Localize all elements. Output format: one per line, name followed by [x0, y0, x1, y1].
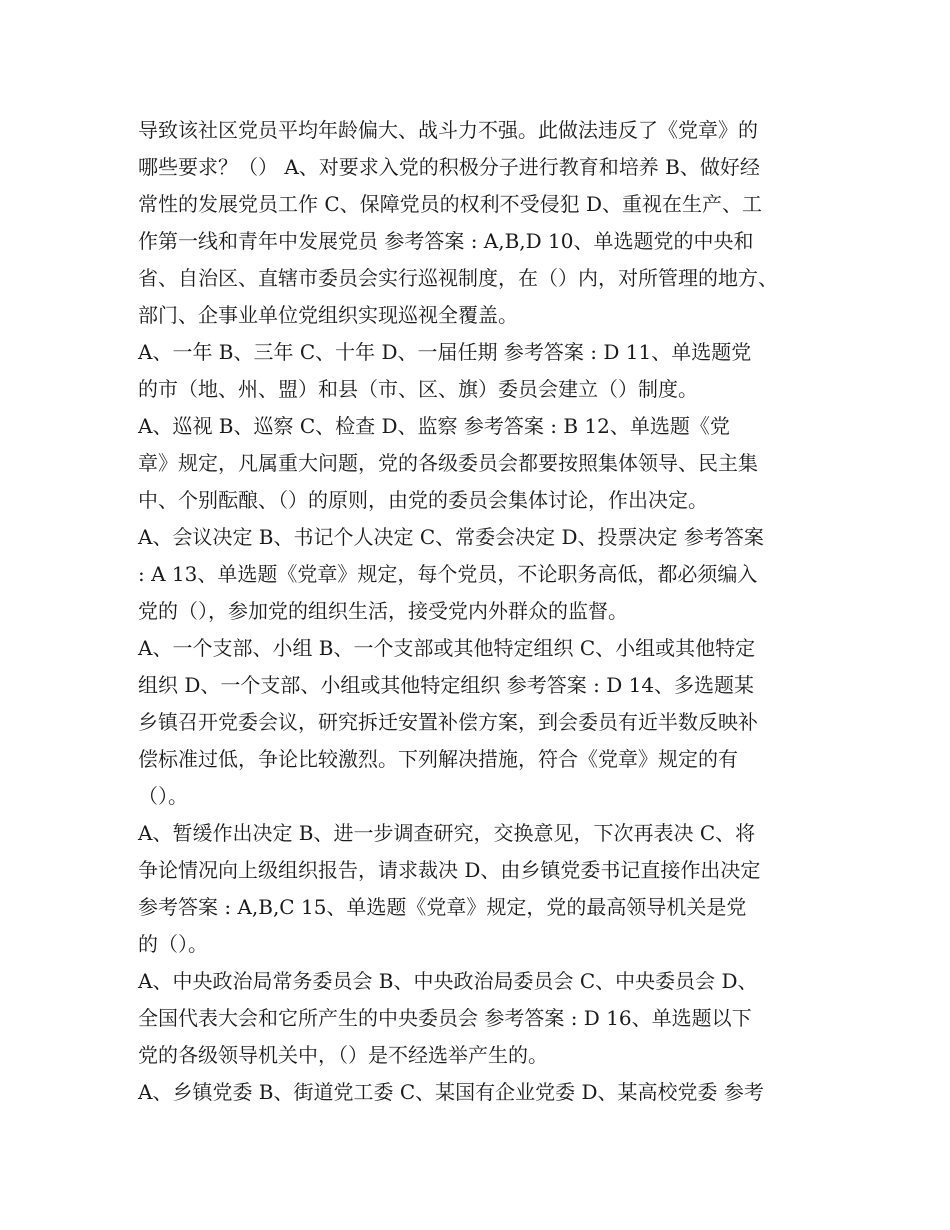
text-line: 常性的发展党员工作 C、保障党员的权利不受侵犯 D、重视在生产、工: [138, 192, 763, 216]
text-line: 部门、企事业单位党组织实现巡视全覆盖。: [138, 303, 518, 327]
text-line: A、一年 B、三年 C、十年 D、一届任期 参考答案 : D 11、单选题党: [138, 340, 752, 364]
text-line: 乡镇召开党委会议，研究拆迁安置补偿方案，到会委员有近半数反映补: [138, 710, 758, 734]
text-line: : A 13、单选题《党章》规定，每个党员，不论职务高低，都必须编入: [138, 562, 758, 586]
text-line: （）。: [138, 784, 188, 808]
text-line: 争论情况向上级组织报告，请求裁决 D、由乡镇党委书记直接作出决定: [138, 858, 761, 882]
text-line: A、一个支部、小组 B、一个支部或其他特定组织 C、小组或其他特定: [138, 636, 756, 660]
text-line: 的（）。: [138, 932, 208, 956]
text-line: 中、个别酝酿、（）的原则，由党的委员会集体讨论，作出决定。: [138, 488, 708, 512]
text-line: A、暂缓作出决定 B、进一步调查研究，交换意见，下次再表决 C、将: [138, 821, 756, 845]
text-line: 章》规定，凡属重大问题，党的各级委员会都要按照集体领导、民主集: [138, 451, 758, 475]
text-line: 的市（地、州、盟）和县（市、区、旗）委员会建立（）制度。: [138, 377, 698, 401]
text-line: 组织 D、一个支部、小组或其他特定组织 参考答案 : D 14、多选题某: [138, 673, 755, 697]
text-line: A、会议决定 B、书记个人决定 C、常委会决定 D、投票决定 参考答案: [138, 525, 764, 549]
text-line: 作第一线和青年中发展党员 参考答案 : A,B,D 10、单选题党的中央和: [138, 229, 754, 253]
text-line: 参考答案 : A,B,C 15、单选题《党章》规定，党的最高领导机关是党: [138, 895, 747, 919]
document-body: [138, 112, 838, 1111]
text-line: 偿标准过低，争论比较激烈。下列解决措施，符合《党章》规定的有: [138, 747, 738, 771]
text-line: 哪些要求？（） A、对要求入党的积极分子进行教育和培养 B、做好经: [138, 155, 760, 179]
text-line: A、巡视 B、巡察 C、检查 D、监察 参考答案 : B 12、单选题《党: [138, 414, 730, 438]
text-line: 省、自治区、直辖市委员会实行巡视制度，在（）内，对所管理的地方、: [138, 266, 778, 290]
text-line: 全国代表大会和它所产生的中央委员会 参考答案 : D 16、单选题以下: [138, 1006, 752, 1030]
text-line: 党的各级领导机关中，（）是不经选举产生的。: [138, 1043, 548, 1067]
text-line: 导致该社区党员平均年龄偏大、战斗力不强。此做法违反了《党章》的: [138, 118, 758, 142]
text-line: A、乡镇党委 B、街道党工委 C、某国有企业党委 D、某高校党委 参考: [138, 1080, 764, 1104]
text-line: 党的（），参加党的组织生活，接受党内外群众的监督。: [138, 599, 628, 623]
text-line: A、中央政治局常务委员会 B、中央政治局委员会 C、中央委员会 D、: [138, 969, 758, 993]
